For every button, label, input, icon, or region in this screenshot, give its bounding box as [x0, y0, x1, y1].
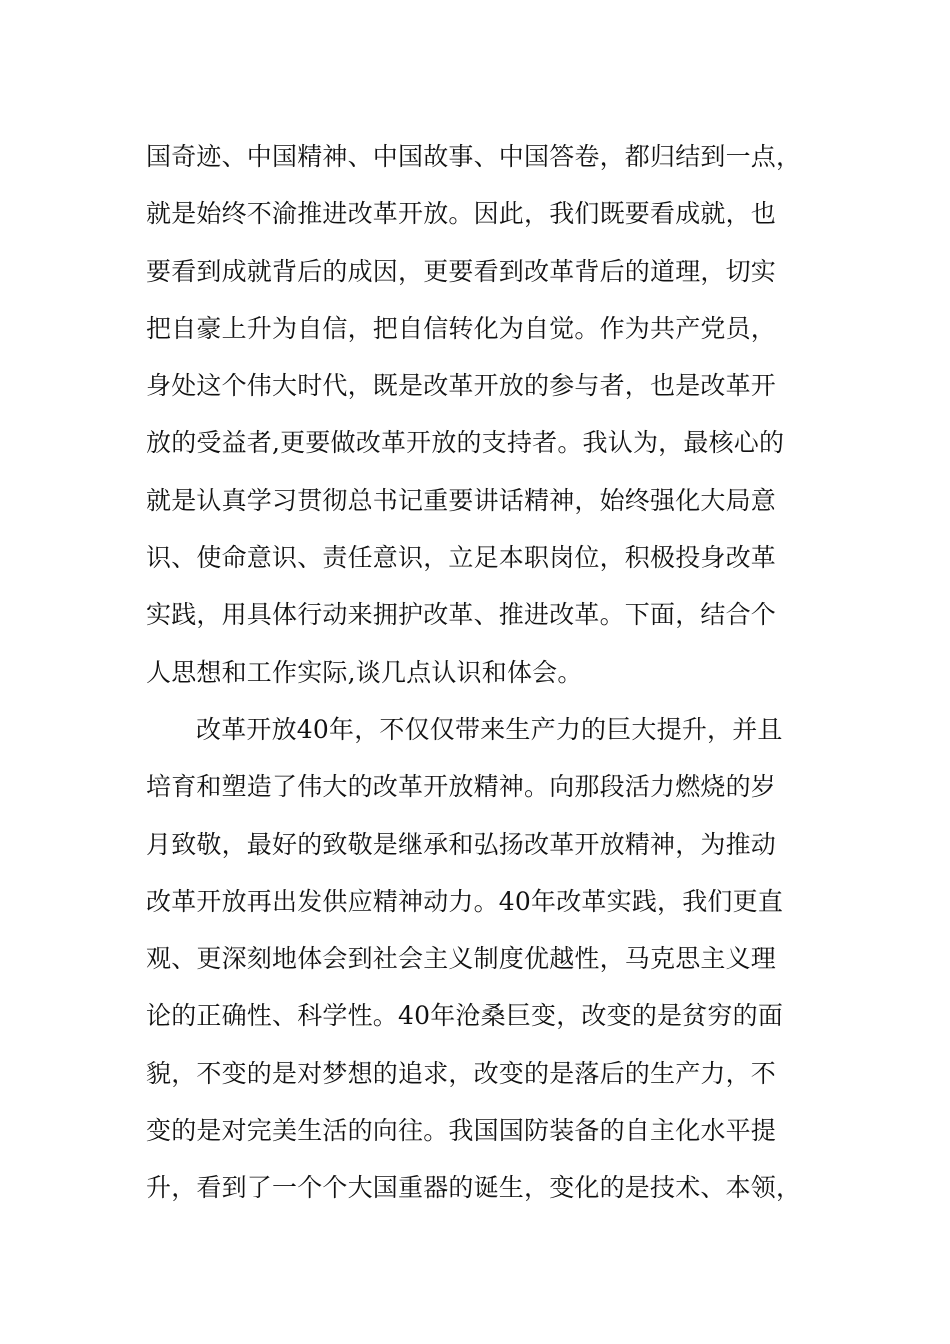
- document-body: [146, 128, 806, 1217]
- text-line: 培育和塑造了伟大的改革开放精神。向那段活力燃烧的岁: [146, 772, 777, 802]
- text-line: 月致敬，最好的致敬是继承和弘扬改革开放精神，为推动: [146, 829, 777, 859]
- text-line: 观、更深刻地体会到社会主义制度优越性，马克思主义理: [146, 944, 777, 974]
- text-line: 人思想和工作实际,谈几点认识和体会。: [146, 657, 583, 687]
- text-line: 就是认真学习贯彻总书记重要讲话精神，始终强化大局意: [146, 485, 777, 515]
- paragraph-first-line: 改革开放40年，不仅仅带来生产力的巨大提升，并且: [196, 714, 783, 744]
- text-line: 论的正确性、科学性。40年沧桑巨变，改变的是贫穷的面: [146, 1001, 784, 1031]
- text-line: 貌，不变的是对梦想的追求，改变的是落后的生产力，不: [146, 1058, 777, 1088]
- text-line: 改革开放再出发供应精神动力。40年改革实践，我们更直: [146, 886, 784, 916]
- text-line: 把自豪上升为自信，把自信转化为自觉。作为共产党员，: [146, 313, 777, 343]
- text-line: 识、使命意识、责任意识，立足本职岗位，积极投身改革: [146, 543, 777, 573]
- text-line: 要看到成就背后的成因，更要看到改革背后的道理，切实: [146, 256, 777, 286]
- text-line: 放的受益者,更要做改革开放的支持者。我认为，最核心的: [146, 428, 785, 458]
- text-line: 实践，用具体行动来拥护改革、推进改革。下面，结合个: [146, 600, 777, 630]
- text-line: 升，看到了一个个大国重器的诞生，变化的是技术、本领，: [146, 1173, 802, 1203]
- text-line: 变的是对完美生活的向往。我国国防装备的自主化水平提: [146, 1116, 777, 1146]
- text-line: 身处这个伟大时代，既是改革开放的参与者，也是改革开: [146, 371, 777, 401]
- text-line: 国奇迹、中国精神、中国故事、中国答卷，都归结到一点，: [146, 142, 802, 171]
- text-line: 就是始终不渝推进改革开放。因此，我们既要看成就，也: [146, 199, 777, 229]
